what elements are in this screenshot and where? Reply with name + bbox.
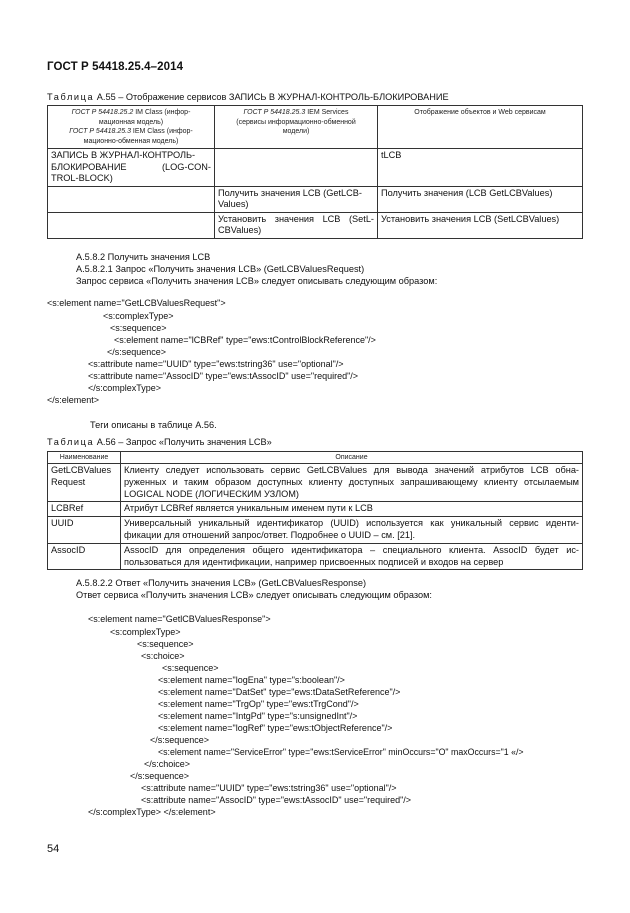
- code-line: <s:attribute name="AssocID" type="ews:tAssocID" use="required"/>: [141, 795, 412, 805]
- table-word: Таблица: [47, 92, 95, 102]
- code-line: <s:element name="GetlCBValuesResponse">: [88, 614, 271, 624]
- code-line: <s:element name="GetLCBValuesRequest">: [47, 298, 226, 308]
- table-a55-header-row: [48, 106, 583, 149]
- cell-line: руженных и таким образом доступных клиенту доступных запрашивающему клиенту отсылаемым: [124, 476, 579, 487]
- code-line: </s:sequence>: [130, 771, 190, 781]
- code-line: <s:attribute name="UUID" type="ews:tstring36" use="optional"/>: [88, 359, 344, 369]
- table-cell: UUID: [48, 517, 121, 544]
- table-cell: [121, 517, 583, 544]
- code-line: </s:sequence>: [150, 735, 210, 745]
- cell-line: GetLCBValues: [51, 465, 112, 475]
- code-line: </s:complexType> </s:element>: [88, 807, 216, 817]
- code-line: <s:complexType>: [110, 627, 181, 637]
- section-title: А.5.8.2 Получить значения LCB: [76, 252, 211, 262]
- cell-line: TROL-BLOCK): [51, 173, 113, 183]
- cell-line: ЗАПИСЬ В ЖУРНАЛ-КОНТРОЛЬ-: [51, 150, 196, 160]
- head-text: мационная модель): [98, 118, 164, 126]
- table-cell: [48, 212, 215, 238]
- cell-line: Получить значения LCB (GetLCB-: [218, 187, 362, 198]
- gost-ref: ГОСТ Р 54418.25.3: [69, 128, 131, 135]
- table-row: [48, 502, 583, 517]
- page-number: 54: [47, 843, 60, 855]
- table-cell: tLCB: [378, 149, 583, 187]
- code-line: </s:choice>: [144, 759, 191, 769]
- head-text: IM Class (инфор-: [133, 109, 191, 116]
- code-line: <s:element name="lCBRef" type="ews:tControlBlockReference"/>: [114, 335, 376, 345]
- subsection-title: А.5.8.2.1 Запрос «Получить значения LCB» (GetLCBValuesRequest): [76, 264, 365, 274]
- table-cell: [48, 186, 215, 212]
- code-line: <s:element name="DatSet" type="ews:tDataSetReference"/>: [158, 687, 401, 697]
- table-cell: [215, 186, 378, 212]
- cell-line: Request: [51, 476, 86, 487]
- cell-line: Универсальный уникальный идентификатор (UUID) используется как уникальный сервис иденти-: [124, 518, 579, 529]
- table-a56-caption-text: А.56 – Запрос «Получить значения LCB»: [94, 437, 272, 447]
- code-line: </s:complexType>: [88, 383, 162, 393]
- table-row: [48, 212, 583, 238]
- table-cell: LCBRef: [48, 502, 121, 517]
- cell-line: Values): [218, 199, 249, 209]
- code-line: <s:sequence>: [137, 639, 194, 649]
- table-cell: Установить значения LCB (SetLCBValues): [378, 212, 583, 238]
- cell-line: Установить значения LCB (SetL-: [218, 213, 374, 224]
- table-row: [48, 464, 583, 502]
- table-a55-head-mapping: Отображение объектов и Web сервисам: [378, 106, 583, 149]
- head-text: IEM Class (инфор-: [130, 128, 193, 135]
- table-cell: Получить значения (LCB GetLCBValues): [378, 186, 583, 212]
- table-a56-caption: [47, 437, 272, 447]
- code-line: <s:sequence>: [162, 663, 219, 673]
- subsection-title: А.5.8.2.2 Ответ «Получить значения LCB» (GetLCBValuesResponse): [76, 578, 367, 588]
- table-a55-head-iem-services: [215, 106, 378, 149]
- code-line: <s:attribute name="UUID" type="ews:tstring36" use="optional"/>: [141, 783, 397, 793]
- table-a56-head-description: Описание: [121, 452, 583, 464]
- table-cell: [121, 543, 583, 570]
- head-text: мационно-обменная модель): [83, 137, 179, 145]
- cell-line: фикации для отношений запрос/ответ. Подробнее о UUID – см. [21].: [124, 529, 416, 540]
- code-line: <s:element name="TrgOp" type="ews:tTrgCond"/>: [158, 699, 359, 709]
- gost-ref: ГОСТ Р 54418.25.2: [71, 109, 134, 116]
- code-line: <s:choice>: [141, 651, 185, 661]
- code-line: <s:element name="logRef" type="ews:tObjectReference"/>: [158, 723, 393, 733]
- code-line: <s:element name="logEna" type="s:boolean"/>: [158, 675, 345, 685]
- head-text: модели): [282, 128, 310, 135]
- cell-line: пользоваться для идентификации, например присвоенных подписей и входов на сервер: [124, 556, 504, 567]
- paragraph: Теги описаны в таблице А.56.: [90, 420, 217, 430]
- cell-line: AssocID для определения общего идентификатора – специального клиента. AssocID будет ис-: [124, 544, 579, 555]
- cell-line: CBValues): [218, 225, 262, 235]
- table-cell: [48, 464, 121, 502]
- table-cell: Атрибут LCBRef является уникальным именем пути к LCB: [121, 502, 583, 517]
- table-cell: AssocID: [48, 543, 121, 570]
- table-a56-header-row: [48, 452, 583, 464]
- table-a56: [47, 451, 583, 570]
- table-a55: [47, 105, 583, 239]
- table-cell: [48, 149, 215, 187]
- table-row: [48, 517, 583, 544]
- paragraph: Ответ сервиса «Получить значения LCB» следует описывать следующим образом:: [76, 590, 432, 600]
- table-a55-caption-text: А.55 – Отображение сервисов ЗАПИСЬ В ЖУРНАЛ-КОНТРОЛЬ-БЛОКИРОВАНИЕ: [94, 92, 449, 102]
- table-word: Таблица: [47, 437, 95, 447]
- table-cell: [121, 464, 583, 502]
- cell-line: LOGICAL NODE (ЛОГИЧЕСКИМ УЗЛОМ): [124, 488, 299, 499]
- code-line: <s:attribute name="AssocID" type="ews:tAssocID" use="required"/>: [88, 371, 359, 381]
- paragraph: Запрос сервиса «Получить значения LCB» следует описывать следующим образом:: [76, 276, 438, 286]
- table-a55-caption: [47, 92, 449, 102]
- table-row: [48, 149, 583, 187]
- code-line: <s:element name="IntgPd" type="s:unsignedInt"/>: [158, 711, 358, 721]
- head-text: IEM Services: [305, 109, 349, 116]
- table-a56-head-name: Наименование: [48, 452, 121, 464]
- code-line: <s:element name="ServiceError" type="ews:tServiceError" minOccurs="O" maxOccurs="1 «/>: [158, 747, 524, 757]
- document-header: ГОСТ Р 54418.25.4–2014: [47, 61, 184, 73]
- table-cell: [215, 212, 378, 238]
- head-text: (сервисы информационно-обменной: [236, 118, 356, 126]
- table-cell: [215, 149, 378, 187]
- table-row: [48, 186, 583, 212]
- code-line: </s:sequence>: [107, 347, 167, 357]
- cell-line: Клиенту следует использовать сервис GetLCBValues для вывода значений атрибутов LCB обна-: [124, 465, 579, 475]
- code-line: </s:element>: [47, 395, 100, 405]
- code-line: <s:sequence>: [110, 323, 167, 333]
- code-line: <s:complexType>: [103, 311, 174, 321]
- cell-line: БЛОКИРОВАНИЕ (LOG-CON-: [51, 161, 211, 172]
- table-row: [48, 543, 583, 570]
- gost-ref: ГОСТ Р 54418.25.3: [243, 109, 306, 116]
- table-a55-head-im-class: [48, 106, 215, 149]
